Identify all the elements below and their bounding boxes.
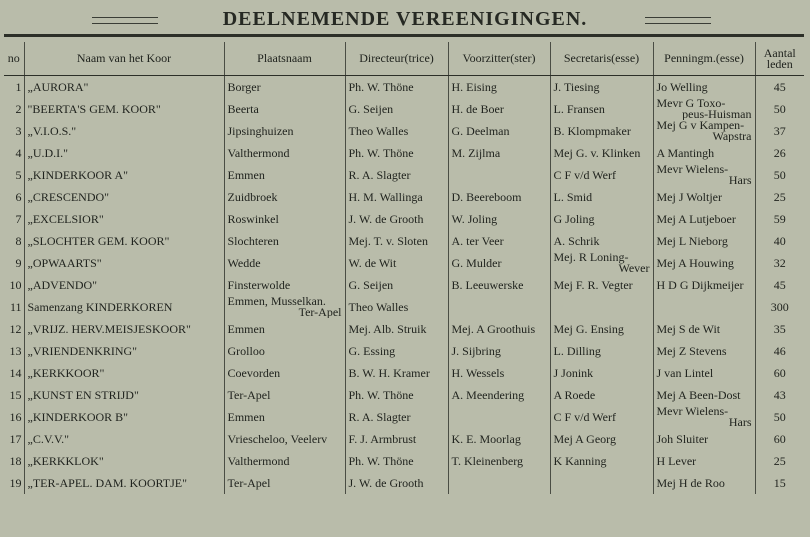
- cell-voorzitter: T. Kleinenberg: [448, 450, 550, 472]
- cell-no: 19: [9, 475, 22, 490]
- cell-plaats: Ter-Apel: [224, 472, 345, 494]
- cell-penning: Mej J Woltjer: [653, 186, 755, 208]
- members-table: [4, 42, 804, 494]
- cell-penning-line1: Mevr Wielens-: [656, 164, 729, 176]
- table-row: [4, 98, 804, 120]
- cell-directeur: G. Seijen: [345, 98, 448, 120]
- cell-penning: [653, 164, 755, 186]
- cell-koor: "BEERTA'S GEM. KOOR": [24, 98, 224, 120]
- cell-no: 14: [9, 365, 22, 380]
- cell-koor: „C.V.V.": [24, 428, 224, 450]
- cell-no: 13: [9, 343, 22, 358]
- cell-plaats: Jipsinghuizen: [224, 120, 345, 142]
- cell-voorzitter: G. Deelman: [448, 120, 550, 142]
- cell-penning: Jo Welling: [653, 76, 755, 99]
- top-rule: [4, 34, 804, 37]
- cell-penning: Mej A Houwing: [653, 252, 755, 274]
- cell-koor: Samenzang KINDERKOREN: [24, 296, 224, 318]
- cell-voorzitter: J. Sijbring: [448, 340, 550, 362]
- header-row: [4, 42, 804, 76]
- cell-koor: „V.I.O.S.": [24, 120, 224, 142]
- cell-aantal: 45: [755, 274, 804, 296]
- cell-koor: „AURORA": [24, 76, 224, 99]
- table-row: [4, 450, 804, 472]
- cell-plaats: Valthermond: [224, 142, 345, 164]
- table-row: [4, 164, 804, 186]
- cell-secretaris: A. Schrik: [550, 230, 653, 252]
- cell-aantal: 45: [755, 76, 804, 99]
- cell-no: 4: [15, 145, 22, 160]
- cell-koor: „VRIJZ. HERV.MEISJESKOOR": [24, 318, 224, 340]
- cell-penning-line2: Hars: [728, 173, 752, 186]
- cell-penning: [653, 120, 755, 142]
- cell-penning-line1: Mevr Wielens-: [656, 406, 729, 418]
- table-row: [4, 340, 804, 362]
- cell-aantal: 50: [755, 98, 804, 120]
- cell-no: 2: [15, 101, 22, 116]
- cell-plaats: Coevorden: [224, 362, 345, 384]
- cell-no: 16: [9, 409, 22, 424]
- cell-voorzitter: B. Leeuwerske: [448, 274, 550, 296]
- table-row: [4, 120, 804, 142]
- cell-koor: „TER-APEL. DAM. KOORTJE": [24, 472, 224, 494]
- cell-koor: „KUNST EN STRIJD": [24, 384, 224, 406]
- cell-plaats: Slochteren: [224, 230, 345, 252]
- cell-plaats-line1: Emmen, Musselkan.: [227, 296, 326, 308]
- cell-plaats: Emmen: [224, 318, 345, 340]
- cell-plaats: Wedde: [224, 252, 345, 274]
- cell-secretaris: B. Klompmaker: [550, 120, 653, 142]
- cell-koor: „VRIENDENKRING": [24, 340, 224, 362]
- cell-voorzitter: H. Wessels: [448, 362, 550, 384]
- cell-aantal: 37: [755, 120, 804, 142]
- cell-voorzitter: H. Eising: [448, 76, 550, 99]
- cell-secretaris: Mej A Georg: [550, 428, 653, 450]
- cell-directeur: F. J. Armbrust: [345, 428, 448, 450]
- cell-secretaris: Mej F. R. Vegter: [550, 274, 653, 296]
- cell-plaats: Vriescheloo, Veelerv: [224, 428, 345, 450]
- cell-plaats: Ter-Apel: [224, 384, 345, 406]
- cell-voorzitter: W. Joling: [448, 208, 550, 230]
- cell-secretaris: [550, 296, 653, 318]
- table-row: [4, 142, 804, 164]
- table-row: [4, 428, 804, 450]
- cell-secretaris: L. Dilling: [550, 340, 653, 362]
- cell-penning: H D G Dijkmeijer: [653, 274, 755, 296]
- table-row: [4, 472, 804, 494]
- table-row: [4, 296, 804, 318]
- title-ornament-right: [645, 17, 711, 24]
- cell-penning-line2: peus-Huisman: [682, 107, 752, 120]
- cell-koor: „KINDERKOOR B": [24, 406, 224, 428]
- header-plaats: Plaatsnaam: [224, 42, 345, 76]
- cell-penning: Mej S de Wit: [653, 318, 755, 340]
- cell-aantal: 26: [755, 142, 804, 164]
- cell-no: 18: [9, 453, 22, 468]
- cell-directeur: W. de Wit: [345, 252, 448, 274]
- cell-plaats: Finsterwolde: [224, 274, 345, 296]
- table-row: [4, 274, 804, 296]
- cell-directeur: J. W. de Grooth: [345, 472, 448, 494]
- cell-aantal: 25: [755, 186, 804, 208]
- cell-no: 12: [9, 321, 22, 336]
- cell-aantal: 35: [755, 318, 804, 340]
- cell-voorzitter: [448, 164, 550, 186]
- page-title: DEELNEMENDE VEREENIGINGEN.: [222, 8, 588, 30]
- cell-penning: [653, 406, 755, 428]
- cell-directeur: G. Essing: [345, 340, 448, 362]
- cell-no: 3: [15, 123, 22, 138]
- cell-secretaris: [550, 472, 653, 494]
- cell-voorzitter: A. ter Veer: [448, 230, 550, 252]
- cell-directeur: Ph. W. Thöne: [345, 76, 448, 99]
- cell-directeur: B. W. H. Kramer: [345, 362, 448, 384]
- cell-aantal: 25: [755, 450, 804, 472]
- header-aantal: [755, 42, 804, 76]
- cell-aantal: 32: [755, 252, 804, 274]
- cell-secretaris: A Roede: [550, 384, 653, 406]
- cell-voorzitter: G. Mulder: [448, 252, 550, 274]
- cell-aantal: 60: [755, 362, 804, 384]
- cell-secretaris: G Joling: [550, 208, 653, 230]
- cell-koor: „ADVENDO": [24, 274, 224, 296]
- cell-penning: Mej L Nieborg: [653, 230, 755, 252]
- header-no: no: [4, 42, 24, 76]
- cell-no: 6: [15, 189, 22, 204]
- cell-penning: Mej Z Stevens: [653, 340, 755, 362]
- cell-plaats-line2: Ter-Apel: [298, 305, 342, 318]
- cell-plaats: [224, 296, 345, 318]
- cell-directeur: Ph. W. Thöne: [345, 384, 448, 406]
- cell-aantal: 60: [755, 428, 804, 450]
- cell-secretaris: K Kanning: [550, 450, 653, 472]
- cell-directeur: H. M. Wallinga: [345, 186, 448, 208]
- cell-secretaris: J. Tiesing: [550, 76, 653, 99]
- cell-penning: J van Lintel: [653, 362, 755, 384]
- cell-aantal: 43: [755, 384, 804, 406]
- cell-plaats: Grolloo: [224, 340, 345, 362]
- cell-penning: [653, 296, 755, 318]
- header-directeur: Directeur(trice): [345, 42, 448, 76]
- cell-koor: „U.D.I.": [24, 142, 224, 164]
- table-row: [4, 318, 804, 340]
- cell-directeur: Theo Walles: [345, 120, 448, 142]
- cell-plaats: Roswinkel: [224, 208, 345, 230]
- table-row: [4, 384, 804, 406]
- cell-secretaris: L. Smid: [550, 186, 653, 208]
- cell-plaats: Beerta: [224, 98, 345, 120]
- cell-voorzitter: K. E. Moorlag: [448, 428, 550, 450]
- cell-penning: H Lever: [653, 450, 755, 472]
- cell-no: 5: [15, 167, 22, 182]
- header-secretaris: Secretaris(esse): [550, 42, 653, 76]
- cell-directeur: R. A. Slagter: [345, 406, 448, 428]
- cell-secretaris-line2: Wever: [618, 261, 650, 274]
- cell-no: 15: [9, 387, 22, 402]
- cell-koor: „KERKKLOK": [24, 450, 224, 472]
- cell-penning: A Mantingh: [653, 142, 755, 164]
- table-body: [4, 76, 804, 495]
- header-voorzitter: Voorzitter(ster): [448, 42, 550, 76]
- cell-voorzitter: M. Zijlma: [448, 142, 550, 164]
- cell-no: 8: [15, 233, 22, 248]
- cell-secretaris: L. Fransen: [550, 98, 653, 120]
- header-koor: Naam van het Koor: [24, 42, 224, 76]
- cell-no: 1: [15, 79, 22, 94]
- cell-no: 11: [9, 299, 22, 314]
- cell-voorzitter: H. de Boer: [448, 98, 550, 120]
- table-row: [4, 406, 804, 428]
- cell-secretaris: J Jonink: [550, 362, 653, 384]
- cell-penning-line2: Wapstra: [712, 129, 752, 142]
- cell-directeur: R. A. Slagter: [345, 164, 448, 186]
- cell-directeur: Ph. W. Thöne: [345, 450, 448, 472]
- cell-koor: „KERKKOOR": [24, 362, 224, 384]
- cell-voorzitter: D. Beereboom: [448, 186, 550, 208]
- cell-aantal: 50: [755, 406, 804, 428]
- cell-secretaris: C F v/d Werf: [550, 406, 653, 428]
- cell-secretaris: C F v/d Werf: [550, 164, 653, 186]
- cell-penning-line2: Hars: [728, 415, 752, 428]
- cell-koor: „CRESCENDO": [24, 186, 224, 208]
- cell-plaats: Borger: [224, 76, 345, 99]
- cell-voorzitter: A. Meendering: [448, 384, 550, 406]
- header-aantal-line1: Aantal: [763, 45, 796, 60]
- cell-plaats: Emmen: [224, 406, 345, 428]
- header-aantal-line2: leden: [766, 56, 793, 71]
- table-row: [4, 76, 804, 99]
- cell-penning-line1: Mevr G Toxo-: [656, 98, 726, 110]
- header-penning: Penningm.(esse): [653, 42, 755, 76]
- cell-voorzitter: [448, 296, 550, 318]
- cell-plaats: Valthermond: [224, 450, 345, 472]
- table-row: [4, 362, 804, 384]
- cell-voorzitter: [448, 472, 550, 494]
- cell-penning: Joh Sluiter: [653, 428, 755, 450]
- table-row: [4, 230, 804, 252]
- cell-penning: [653, 98, 755, 120]
- cell-voorzitter: Mej. A Groothuis: [448, 318, 550, 340]
- table-row: [4, 186, 804, 208]
- cell-aantal: 15: [755, 472, 804, 494]
- cell-plaats: Zuidbroek: [224, 186, 345, 208]
- cell-secretaris-line1: Mej. R Loning-: [553, 252, 629, 264]
- cell-secretaris: Mej G. Ensing: [550, 318, 653, 340]
- table-row: [4, 252, 804, 274]
- cell-no: 9: [15, 255, 22, 270]
- cell-no: 17: [9, 431, 22, 446]
- cell-aantal: 50: [755, 164, 804, 186]
- cell-secretaris: Mej G. v. Klinken: [550, 142, 653, 164]
- cell-directeur: J. W. de Grooth: [345, 208, 448, 230]
- cell-koor: „SLOCHTER GEM. KOOR": [24, 230, 224, 252]
- cell-penning-line1: Mej G v Kampen-: [656, 120, 745, 132]
- cell-no: 7: [15, 211, 22, 226]
- cell-no: 10: [9, 277, 22, 292]
- table-row: [4, 208, 804, 230]
- cell-secretaris: [550, 252, 653, 274]
- cell-directeur: Mej. Alb. Struik: [345, 318, 448, 340]
- cell-koor: „OPWAARTS": [24, 252, 224, 274]
- cell-directeur: Mej. T. v. Sloten: [345, 230, 448, 252]
- cell-directeur: Ph. W. Thöne: [345, 142, 448, 164]
- cell-directeur: Theo Walles: [345, 296, 448, 318]
- cell-koor: „EXCELSIOR": [24, 208, 224, 230]
- cell-directeur: G. Seijen: [345, 274, 448, 296]
- cell-penning: Mej A Lutjeboer: [653, 208, 755, 230]
- cell-penning: Mej A Been-Dost: [653, 384, 755, 406]
- cell-aantal: 46: [755, 340, 804, 362]
- cell-plaats: Emmen: [224, 164, 345, 186]
- cell-aantal: 300: [755, 296, 804, 318]
- cell-voorzitter: [448, 406, 550, 428]
- cell-aantal: 40: [755, 230, 804, 252]
- cell-penning: Mej H de Roo: [653, 472, 755, 494]
- cell-koor: „KINDERKOOR A": [24, 164, 224, 186]
- cell-aantal: 59: [755, 208, 804, 230]
